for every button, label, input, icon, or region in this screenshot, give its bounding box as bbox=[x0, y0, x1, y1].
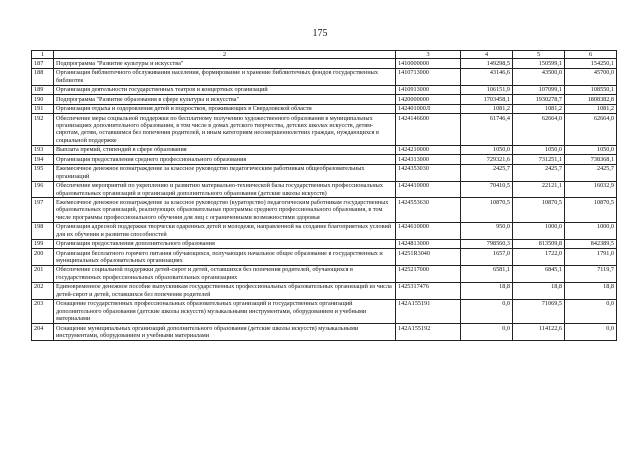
row-value-2021-cell: 61746,4 bbox=[461, 114, 513, 146]
row-name-cell: Подпрограмма "Развитие образования в сфере культуры и искусства" bbox=[54, 95, 396, 104]
row-value-2022-cell: 2425,7 bbox=[513, 164, 565, 181]
column-header: 2 bbox=[54, 51, 396, 59]
row-value-2023-cell: 45700,0 bbox=[565, 68, 617, 85]
table-row bbox=[32, 299, 617, 323]
table-row bbox=[32, 198, 617, 222]
column-header: 3 bbox=[396, 51, 461, 59]
row-number-cell: 204 bbox=[32, 324, 54, 341]
table-row bbox=[32, 95, 617, 104]
row-name-cell: Организация библиотечного обслуживания населения, формирование и хранение библиотечных фондов государственных библиотек bbox=[54, 68, 396, 85]
row-number-cell: 200 bbox=[32, 249, 54, 266]
row-value-2023-cell: 7119,7 bbox=[565, 265, 617, 282]
table-row bbox=[32, 59, 617, 68]
row-value-2023-cell: 62664,0 bbox=[565, 114, 617, 146]
row-number-cell: 191 bbox=[32, 104, 54, 113]
table-row bbox=[32, 239, 617, 248]
row-value-2023-cell: 10870,5 bbox=[565, 198, 617, 222]
row-value-2023-cell: 1791,0 bbox=[565, 249, 617, 266]
column-header: 4 bbox=[461, 51, 513, 59]
row-value-2022-cell: 10870,5 bbox=[513, 198, 565, 222]
row-value-2021-cell: 1050,0 bbox=[461, 145, 513, 154]
row-number-cell: 196 bbox=[32, 181, 54, 198]
row-value-2023-cell: 154250,1 bbox=[565, 59, 617, 68]
row-value-2021-cell: 0,0 bbox=[461, 299, 513, 323]
row-name-cell: Выплата премий, стипендий в сфере образования bbox=[54, 145, 396, 154]
row-value-2021-cell: 0,0 bbox=[461, 324, 513, 341]
row-code-cell: 1424813000 bbox=[396, 239, 461, 248]
row-code-cell: 142401000Л bbox=[396, 104, 461, 113]
row-code-cell: 1410913000 bbox=[396, 85, 461, 94]
column-header: 1 bbox=[32, 51, 54, 59]
row-name-cell: Обеспечение мероприятий по укреплению и развитию материально-технической базы государственных профессиональных образовательных организаций и организаций дополнительного образования (детские школы искусств) bbox=[54, 181, 396, 198]
row-number-cell: 202 bbox=[32, 282, 54, 299]
row-value-2022-cell: 813509,8 bbox=[513, 239, 565, 248]
row-value-2023-cell: 2425,7 bbox=[565, 164, 617, 181]
row-name-cell: Подпрограмма "Развитие культуры и искусства" bbox=[54, 59, 396, 68]
row-code-cell: 1424146600 bbox=[396, 114, 461, 146]
row-name-cell: Организация деятельности государственных театров и концертных организаций bbox=[54, 85, 396, 94]
row-value-2021-cell: 70410,5 bbox=[461, 181, 513, 198]
row-name-cell: Организация адресной поддержки творчески одаренных детей и молодежи, направленной на создание благоприятных условий для их обучения и развития способностей bbox=[54, 222, 396, 239]
row-name-cell: Организация предоставления дополнительного образования bbox=[54, 239, 396, 248]
row-code-cell: 1410000000 bbox=[396, 59, 461, 68]
row-name-cell: Организация отдыха и оздоровления детей и подростков, проживающих в Свердловской области bbox=[54, 104, 396, 113]
row-value-2023-cell: 842389,5 bbox=[565, 239, 617, 248]
row-value-2021-cell: 950,0 bbox=[461, 222, 513, 239]
row-code-cell: 142A155191 bbox=[396, 299, 461, 323]
row-code-cell: 1410713000 bbox=[396, 68, 461, 85]
row-value-2023-cell: 18,8 bbox=[565, 282, 617, 299]
row-value-2022-cell: 1050,0 bbox=[513, 145, 565, 154]
row-value-2021-cell: 2425,7 bbox=[461, 164, 513, 181]
page-number: 175 bbox=[312, 28, 328, 39]
row-code-cell: 1424610000 bbox=[396, 222, 461, 239]
row-value-2023-cell: 108550,1 bbox=[565, 85, 617, 94]
row-name-cell: Оснащение муниципальных организаций дополнительного образования (детские школы искусств) музыкальными инструментами, оборудованием и учебными материалами bbox=[54, 324, 396, 341]
row-value-2021-cell: 10870,5 bbox=[461, 198, 513, 222]
table-row bbox=[32, 249, 617, 266]
row-value-2023-cell: 1050,0 bbox=[565, 145, 617, 154]
row-value-2022-cell: 43500,0 bbox=[513, 68, 565, 85]
row-name-cell: Оснащение государственных профессиональных образовательных организаций и государственных организаций дополнительного образования (детские школы искусств) музыкальными инструментами, оборудованием и учебными материалами bbox=[54, 299, 396, 323]
row-number-cell: 193 bbox=[32, 145, 54, 154]
row-code-cell: 1424313000 bbox=[396, 155, 461, 164]
table-row bbox=[32, 114, 617, 146]
row-number-cell: 190 bbox=[32, 95, 54, 104]
row-value-2021-cell: 798560,3 bbox=[461, 239, 513, 248]
table-row bbox=[32, 155, 617, 164]
table-row bbox=[32, 265, 617, 282]
table-row bbox=[32, 145, 617, 154]
row-number-cell: 199 bbox=[32, 239, 54, 248]
row-value-2022-cell: 1000,0 bbox=[513, 222, 565, 239]
row-code-cell: 1425317476 bbox=[396, 282, 461, 299]
row-number-cell: 195 bbox=[32, 164, 54, 181]
table-row bbox=[32, 85, 617, 94]
row-value-2021-cell: 149298,5 bbox=[461, 59, 513, 68]
row-value-2021-cell: 18,8 bbox=[461, 282, 513, 299]
row-value-2023-cell: 738368,1 bbox=[565, 155, 617, 164]
row-number-cell: 201 bbox=[32, 265, 54, 282]
table-header-row bbox=[32, 51, 617, 59]
row-value-2021-cell: 106151,9 bbox=[461, 85, 513, 94]
table-row bbox=[32, 104, 617, 113]
row-value-2022-cell: 1930278,7 bbox=[513, 95, 565, 104]
row-number-cell: 189 bbox=[32, 85, 54, 94]
row-name-cell: Обеспечение социальной поддержки детей-сирот и детей, оставшихся без попечения родителей, обучающихся в государственных профессиональных образовательных организациях bbox=[54, 265, 396, 282]
row-value-2023-cell: 1808382,8 bbox=[565, 95, 617, 104]
row-code-cell: 1424353030 bbox=[396, 164, 461, 181]
row-number-cell: 194 bbox=[32, 155, 54, 164]
row-value-2023-cell: 0,0 bbox=[565, 299, 617, 323]
table-row bbox=[32, 222, 617, 239]
row-name-cell: Обеспечение меры социальной поддержки по бесплатному получению художественного образования в муниципальных организациях дополнительного образования, в том числе в домах детского творчества, детских школах искусств, детям-сиротам, детям, оставшимся без попечения родителей, и иным категориям несовершеннолетних граждан, нуждающихся в социальной поддержке bbox=[54, 114, 396, 146]
budget-table bbox=[31, 50, 617, 341]
row-value-2021-cell: 1081,2 bbox=[461, 104, 513, 113]
row-number-cell: 197 bbox=[32, 198, 54, 222]
row-value-2023-cell: 1081,2 bbox=[565, 104, 617, 113]
row-value-2023-cell: 1000,0 bbox=[565, 222, 617, 239]
table-row bbox=[32, 164, 617, 181]
table-row bbox=[32, 324, 617, 341]
row-value-2021-cell: 1657,0 bbox=[461, 249, 513, 266]
row-value-2022-cell: 18,8 bbox=[513, 282, 565, 299]
row-code-cell: 1424410000 bbox=[396, 181, 461, 198]
row-value-2022-cell: 22121,1 bbox=[513, 181, 565, 198]
row-name-cell: Единовременное денежное пособие выпускникам государственных профессиональных образовательных организаций из числа детей-сирот и детей, оставшихся без попечения родителей bbox=[54, 282, 396, 299]
row-value-2022-cell: 731251,1 bbox=[513, 155, 565, 164]
row-value-2022-cell: 62664,0 bbox=[513, 114, 565, 146]
row-name-cell: Организация предоставления среднего профессионального образования bbox=[54, 155, 396, 164]
row-code-cell: 1424553630 bbox=[396, 198, 461, 222]
row-value-2022-cell: 1722,0 bbox=[513, 249, 565, 266]
table-row bbox=[32, 68, 617, 85]
row-value-2021-cell: 43146,6 bbox=[461, 68, 513, 85]
row-number-cell: 187 bbox=[32, 59, 54, 68]
row-number-cell: 203 bbox=[32, 299, 54, 323]
row-code-cell: 142A155192 bbox=[396, 324, 461, 341]
row-name-cell: Ежемесячное денежное вознаграждение за классное руководство педагогическим работникам общеобразовательных организаций bbox=[54, 164, 396, 181]
row-value-2022-cell: 107099,1 bbox=[513, 85, 565, 94]
row-number-cell: 188 bbox=[32, 68, 54, 85]
table-row bbox=[32, 181, 617, 198]
row-value-2021-cell: 6581,1 bbox=[461, 265, 513, 282]
row-name-cell: Ежемесячное денежное вознаграждение за классное руководство (кураторство) педагогическим работникам государственных образовательных организаций, реализующих образовательные программы среднего профессионального образования, в том числе программы профессионального обучения для лиц с ограниченными возможностями здоровья bbox=[54, 198, 396, 222]
row-value-2023-cell: 16032,9 bbox=[565, 181, 617, 198]
row-value-2022-cell: 150599,1 bbox=[513, 59, 565, 68]
row-value-2022-cell: 114122,6 bbox=[513, 324, 565, 341]
row-code-cell: 1425217000 bbox=[396, 265, 461, 282]
row-code-cell: 1424210000 bbox=[396, 145, 461, 154]
row-value-2022-cell: 6845,1 bbox=[513, 265, 565, 282]
column-header: 6 bbox=[565, 51, 617, 59]
row-value-2022-cell: 71069,5 bbox=[513, 299, 565, 323]
row-code-cell: 14251R3040 bbox=[396, 249, 461, 266]
row-number-cell: 192 bbox=[32, 114, 54, 146]
column-header: 5 bbox=[513, 51, 565, 59]
row-value-2021-cell: 1703458,1 bbox=[461, 95, 513, 104]
row-number-cell: 198 bbox=[32, 222, 54, 239]
table-row bbox=[32, 282, 617, 299]
row-value-2022-cell: 1081,2 bbox=[513, 104, 565, 113]
row-name-cell: Организация бесплатного горячего питания обучающихся, получающих начальное общее образование в государственных и муниципальных образовательных организациях bbox=[54, 249, 396, 266]
row-value-2023-cell: 0,0 bbox=[565, 324, 617, 341]
row-value-2021-cell: 729321,6 bbox=[461, 155, 513, 164]
row-code-cell: 1420000000 bbox=[396, 95, 461, 104]
